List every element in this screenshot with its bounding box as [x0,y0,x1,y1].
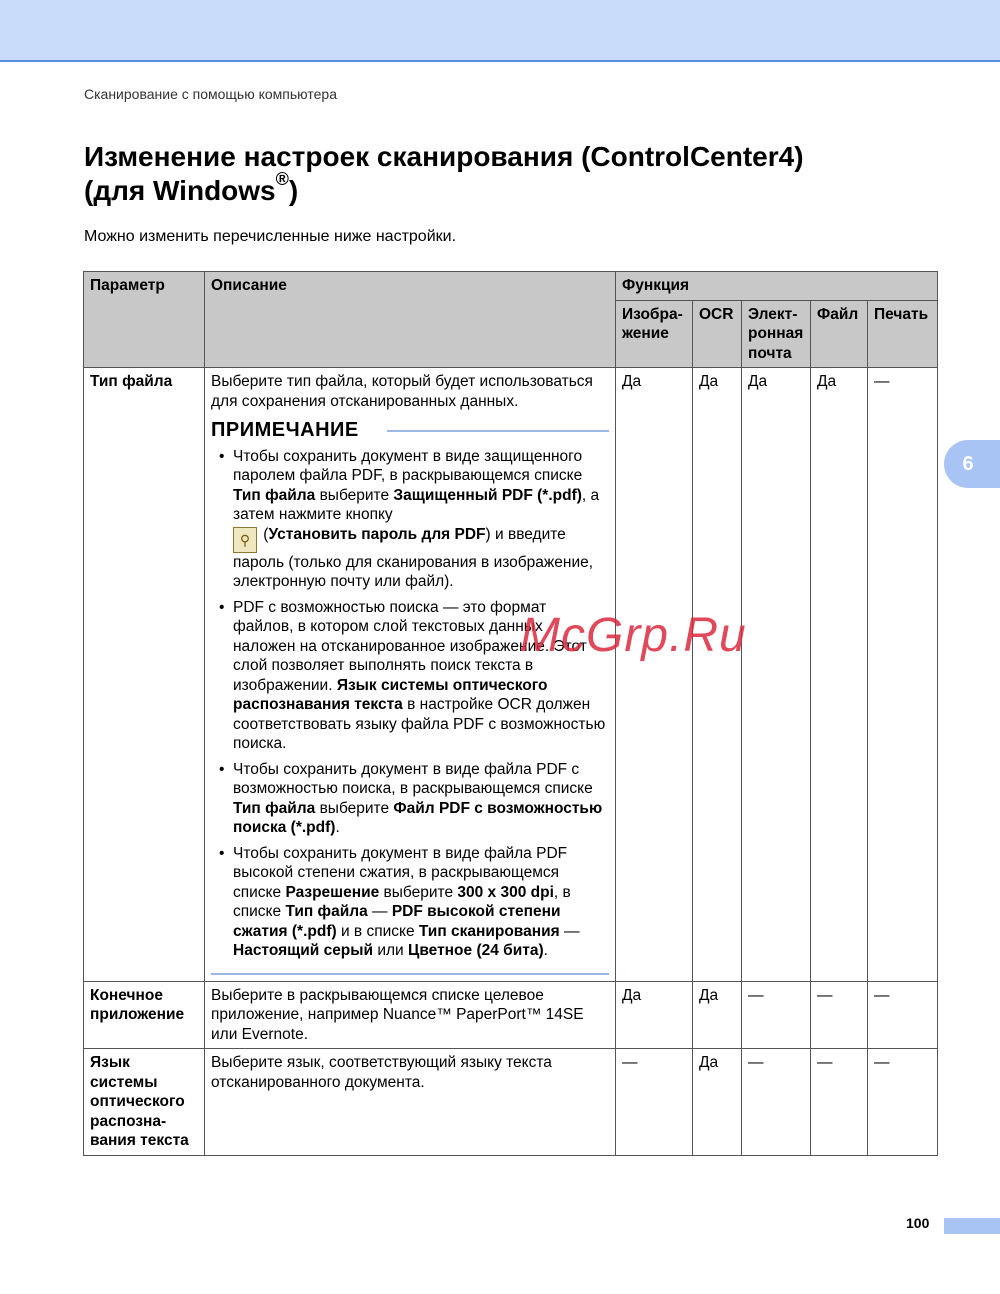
header-ocr: OCR [693,300,742,368]
row-param: Конечное приложение [84,981,205,1049]
row-description: Выберите язык, соответствующий языку текста отсканированного документа. [205,1049,616,1156]
cell-email: — [742,981,811,1049]
cell-ocr: Да [693,1049,742,1156]
chapter-tab [944,440,1000,488]
table-row [84,981,938,1049]
list-item: • Чтобы сохранить документ в виде файла PDF высокой степени сжатия, в раскрывающемся списке Разрешение выберите 300 x 300 dpi, в списке Тип файла — PDF высокой степени сжатия (*.pdf) и в списке Тип сканирования — Настоящий серый или Цветное (24 бита). [219,844,609,961]
breadcrumb: Сканирование с помощью компьютера [84,86,337,102]
registered-mark: ® [275,169,289,189]
header-file: Файл [811,300,868,368]
header-param: Параметр [84,272,205,368]
cell-file: — [811,981,868,1049]
list-item: • Чтобы сохранить документ в виде защищенного паролем файла PDF, в раскрывающемся списке Тип файла выберите Защищенный PDF (*.pdf), а затем нажмите кнопку ⚲ (Установить пароль для PDF) и введите пароль (только для сканирования в изображение, электронную почту или файл). [219,447,609,592]
cell-ocr: Да [693,368,742,982]
cell-file: Да [811,368,868,982]
row-description [205,368,616,982]
cell-print: — [868,1049,938,1156]
row-description-text: Выберите тип файла, который будет использоваться для сохранения отсканированных данных. [211,373,593,410]
list-item: • Чтобы сохранить документ в виде файла PDF с возможностью поиска, в раскрывающемся списке Тип файла выберите Файл PDF с возможностью поиска (*.pdf). [219,760,609,838]
header-description: Описание [205,272,616,368]
title-line2: (для Windows [84,175,276,206]
title-close: ) [288,175,299,206]
cell-print: — [868,981,938,1049]
page-number: 100 [906,1215,930,1231]
list-item: • PDF с возможностью поиска — это формат файлов, в котором слой текстовых данных наложен на отсканированное изображение. Этот слой позволяет выполнять поиск текста в изображении. Язык системы оптического распознавания текста в настройке OCR должен соответствовать языку файла PDF с возможностью поиска. [219,598,609,754]
header-email: Элект- ронная почта [742,300,811,368]
header-image: Изобра- жение [616,300,693,368]
note-header [211,421,609,441]
row-param: Язык системы оптического распозна-вания текста [84,1049,205,1156]
note-end-divider [211,973,609,975]
key-icon: ⚲ [233,527,257,553]
cell-email: — [742,1049,811,1156]
intro-text: Можно изменить перечисленные ниже настройки. [84,228,457,245]
row-description: Выберите в раскрывающемся списке целевое приложение, например Nuance™ PaperPort™ 14SE или Evernote. [205,981,616,1049]
chapter-number: 6 [962,453,974,475]
cell-image: — [616,1049,693,1156]
page-number-bar [944,1218,1000,1234]
cell-image: Да [616,981,693,1049]
row-param: Тип файла [84,368,205,982]
cell-email: Да [742,368,811,982]
cell-image: Да [616,368,693,982]
page-title [84,140,944,208]
table-row [84,368,938,982]
table-row [84,1049,938,1156]
watermark: McGrp.Ru [520,609,747,662]
cell-file: — [811,1049,868,1156]
note-title: ПРИМЕЧАНИЕ [211,419,359,441]
cell-ocr: Да [693,981,742,1049]
cell-print: — [868,368,938,982]
settings-table [83,271,938,1156]
note-divider [387,430,609,432]
header-band [0,0,1000,62]
title-main: Изменение настроек сканирования (ControlCenter4) [84,141,804,172]
note-list [211,447,609,961]
header-function: Функция [616,272,938,301]
table-header-row [84,272,938,301]
header-print: Печать [868,300,938,368]
